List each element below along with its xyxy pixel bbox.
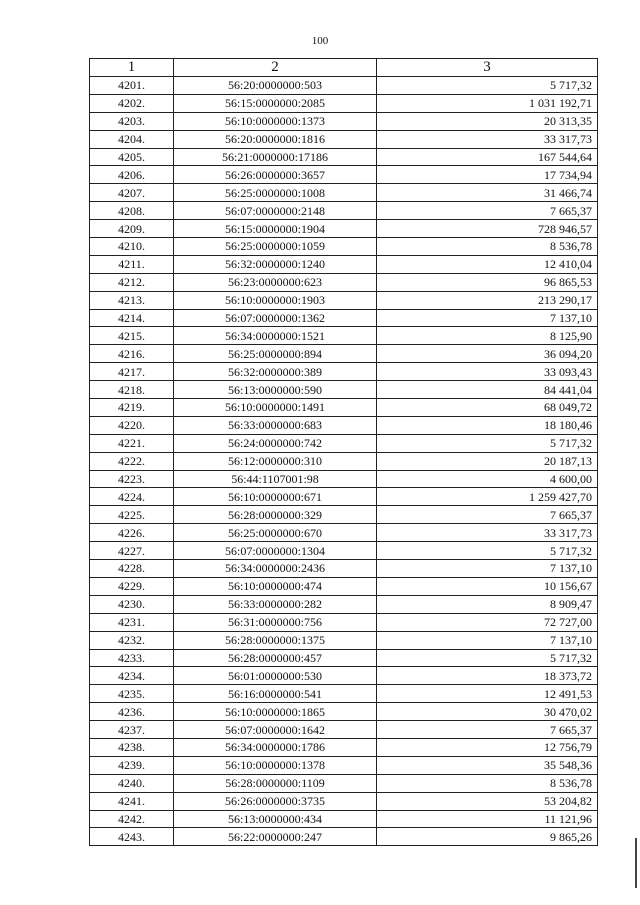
page-number: 100 xyxy=(311,35,329,47)
cadastral-number-cell: 56:32:0000000:1240 xyxy=(174,255,377,273)
table-row xyxy=(90,631,598,649)
row-number-cell: 4238. xyxy=(90,738,174,756)
table-row xyxy=(90,488,598,506)
value-cell: 9 865,26 xyxy=(377,828,598,846)
value-cell: 12 491,53 xyxy=(377,685,598,703)
table-row xyxy=(90,399,598,417)
value-cell: 4 600,00 xyxy=(377,470,598,488)
value-cell: 5 717,32 xyxy=(377,542,598,560)
cadastral-number-cell: 56:10:0000000:671 xyxy=(174,488,377,506)
cadastral-number-cell: 56:44:1107001:98 xyxy=(174,470,377,488)
row-number-cell: 4227. xyxy=(90,542,174,560)
cadastral-number-cell: 56:28:0000000:329 xyxy=(174,506,377,524)
value-cell: 31 466,74 xyxy=(377,184,598,202)
cadastral-number-cell: 56:28:0000000:1109 xyxy=(174,774,377,792)
table-row xyxy=(90,345,598,363)
cadastral-number-cell: 56:31:0000000:756 xyxy=(174,613,377,631)
cadastral-number-cell: 56:34:0000000:1521 xyxy=(174,327,377,345)
row-number-cell: 4228. xyxy=(90,560,174,578)
cadastral-number-cell: 56:33:0000000:683 xyxy=(174,416,377,434)
row-number-cell: 4237. xyxy=(90,721,174,739)
value-cell: 8 909,47 xyxy=(377,595,598,613)
cadastral-number-cell: 56:25:0000000:894 xyxy=(174,345,377,363)
column-header-number: 1 xyxy=(90,59,174,77)
row-number-cell: 4211. xyxy=(90,255,174,273)
row-number-cell: 4206. xyxy=(90,166,174,184)
table-row xyxy=(90,703,598,721)
table-row xyxy=(90,238,598,256)
cadastral-number-cell: 56:28:0000000:457 xyxy=(174,649,377,667)
value-cell: 18 373,72 xyxy=(377,667,598,685)
row-number-cell: 4232. xyxy=(90,631,174,649)
row-number-cell: 4230. xyxy=(90,595,174,613)
row-number-cell: 4243. xyxy=(90,828,174,846)
cadastral-number-cell: 56:07:0000000:1304 xyxy=(174,542,377,560)
row-number-cell: 4210. xyxy=(90,238,174,256)
table-row xyxy=(90,542,598,560)
row-number-cell: 4201. xyxy=(90,77,174,95)
cadastral-number-cell: 56:13:0000000:434 xyxy=(174,810,377,828)
row-number-cell: 4204. xyxy=(90,130,174,148)
row-number-cell: 4231. xyxy=(90,613,174,631)
value-cell: 68 049,72 xyxy=(377,399,598,417)
value-cell: 10 156,67 xyxy=(377,577,598,595)
row-number-cell: 4229. xyxy=(90,577,174,595)
value-cell: 72 727,00 xyxy=(377,613,598,631)
value-cell: 7 665,37 xyxy=(377,202,598,220)
cadastral-number-cell: 56:32:0000000:389 xyxy=(174,363,377,381)
table-row xyxy=(90,774,598,792)
table-row xyxy=(90,220,598,238)
row-number-cell: 4217. xyxy=(90,363,174,381)
value-cell: 167 544,64 xyxy=(377,148,598,166)
value-cell: 5 717,32 xyxy=(377,77,598,95)
table-row xyxy=(90,77,598,95)
row-number-cell: 4239. xyxy=(90,756,174,774)
value-cell: 7 137,10 xyxy=(377,631,598,649)
cadastral-number-cell: 56:07:0000000:1362 xyxy=(174,309,377,327)
cadastral-number-cell: 56:10:0000000:1865 xyxy=(174,703,377,721)
table-row xyxy=(90,381,598,399)
cadastral-number-cell: 56:24:0000000:742 xyxy=(174,434,377,452)
row-number-cell: 4223. xyxy=(90,470,174,488)
cadastral-number-cell: 56:10:0000000:474 xyxy=(174,577,377,595)
row-number-cell: 4242. xyxy=(90,810,174,828)
row-number-cell: 4222. xyxy=(90,452,174,470)
row-number-cell: 4215. xyxy=(90,327,174,345)
row-number-cell: 4234. xyxy=(90,667,174,685)
row-number-cell: 4240. xyxy=(90,774,174,792)
cadastral-number-cell: 56:16:0000000:541 xyxy=(174,685,377,703)
cadastral-number-cell: 56:15:0000000:2085 xyxy=(174,94,377,112)
value-cell: 30 470,02 xyxy=(377,703,598,721)
value-cell: 17 734,94 xyxy=(377,166,598,184)
cadastral-number-cell: 56:25:0000000:1008 xyxy=(174,184,377,202)
cadastral-number-cell: 56:25:0000000:1059 xyxy=(174,238,377,256)
cadastral-number-cell: 56:10:0000000:1491 xyxy=(174,399,377,417)
table-row xyxy=(90,273,598,291)
table-row xyxy=(90,721,598,739)
row-number-cell: 4205. xyxy=(90,148,174,166)
row-number-cell: 4221. xyxy=(90,434,174,452)
value-cell: 33 317,73 xyxy=(377,524,598,542)
value-cell: 20 187,13 xyxy=(377,452,598,470)
row-number-cell: 4218. xyxy=(90,381,174,399)
table-row xyxy=(90,577,598,595)
cadastral-number-cell: 56:26:0000000:3657 xyxy=(174,166,377,184)
value-cell: 18 180,46 xyxy=(377,416,598,434)
table-row xyxy=(90,327,598,345)
value-cell: 12 410,04 xyxy=(377,255,598,273)
row-number-cell: 4224. xyxy=(90,488,174,506)
value-cell: 7 137,10 xyxy=(377,560,598,578)
cadastral-number-cell: 56:34:0000000:2436 xyxy=(174,560,377,578)
row-number-cell: 4203. xyxy=(90,112,174,130)
table-row xyxy=(90,112,598,130)
table-row xyxy=(90,470,598,488)
table-row xyxy=(90,94,598,112)
value-cell: 33 317,73 xyxy=(377,130,598,148)
cadastral-number-cell: 56:01:0000000:530 xyxy=(174,667,377,685)
cadastral-number-cell: 56:22:0000000:247 xyxy=(174,828,377,846)
table-row xyxy=(90,738,598,756)
value-cell: 7 665,37 xyxy=(377,721,598,739)
table-row xyxy=(90,649,598,667)
cadastral-number-cell: 56:07:0000000:1642 xyxy=(174,721,377,739)
value-cell: 8 125,90 xyxy=(377,327,598,345)
table-row xyxy=(90,524,598,542)
row-number-cell: 4226. xyxy=(90,524,174,542)
value-cell: 8 536,78 xyxy=(377,774,598,792)
cadastral-number-cell: 56:26:0000000:3735 xyxy=(174,792,377,810)
table-row xyxy=(90,828,598,846)
page-edge-mark xyxy=(635,838,637,888)
table-row xyxy=(90,595,598,613)
cadastral-number-cell: 56:20:0000000:1816 xyxy=(174,130,377,148)
value-cell: 1 259 427,70 xyxy=(377,488,598,506)
cadastral-table xyxy=(89,58,598,846)
table-row xyxy=(90,309,598,327)
value-cell: 96 865,53 xyxy=(377,273,598,291)
table-header-row xyxy=(90,59,598,77)
row-number-cell: 4216. xyxy=(90,345,174,363)
row-number-cell: 4213. xyxy=(90,291,174,309)
cadastral-number-cell: 56:33:0000000:282 xyxy=(174,595,377,613)
table-row xyxy=(90,810,598,828)
value-cell: 7 665,37 xyxy=(377,506,598,524)
column-header-cadastral-number: 2 xyxy=(174,59,377,77)
row-number-cell: 4214. xyxy=(90,309,174,327)
cadastral-number-cell: 56:25:0000000:670 xyxy=(174,524,377,542)
value-cell: 84 441,04 xyxy=(377,381,598,399)
table-row xyxy=(90,756,598,774)
table-row xyxy=(90,148,598,166)
cadastral-number-cell: 56:28:0000000:1375 xyxy=(174,631,377,649)
row-number-cell: 4209. xyxy=(90,220,174,238)
value-cell: 35 548,36 xyxy=(377,756,598,774)
value-cell: 12 756,79 xyxy=(377,738,598,756)
value-cell: 36 094,20 xyxy=(377,345,598,363)
value-cell: 8 536,78 xyxy=(377,238,598,256)
value-cell: 11 121,96 xyxy=(377,810,598,828)
cadastral-number-cell: 56:13:0000000:590 xyxy=(174,381,377,399)
table-row xyxy=(90,506,598,524)
value-cell: 33 093,43 xyxy=(377,363,598,381)
cadastral-number-cell: 56:10:0000000:1373 xyxy=(174,112,377,130)
table-row xyxy=(90,130,598,148)
table-row xyxy=(90,434,598,452)
table-row xyxy=(90,255,598,273)
row-number-cell: 4207. xyxy=(90,184,174,202)
row-number-cell: 4241. xyxy=(90,792,174,810)
table-row xyxy=(90,667,598,685)
table-row xyxy=(90,416,598,434)
value-cell: 1 031 192,71 xyxy=(377,94,598,112)
cadastral-number-cell: 56:12:0000000:310 xyxy=(174,452,377,470)
value-cell: 213 290,17 xyxy=(377,291,598,309)
table-row xyxy=(90,452,598,470)
cadastral-number-cell: 56:20:0000000:503 xyxy=(174,77,377,95)
table-row xyxy=(90,685,598,703)
table-row xyxy=(90,613,598,631)
row-number-cell: 4236. xyxy=(90,703,174,721)
table-row xyxy=(90,166,598,184)
row-number-cell: 4208. xyxy=(90,202,174,220)
table-row xyxy=(90,202,598,220)
row-number-cell: 4235. xyxy=(90,685,174,703)
column-header-value: 3 xyxy=(377,59,598,77)
table-row xyxy=(90,363,598,381)
table-row xyxy=(90,792,598,810)
row-number-cell: 4202. xyxy=(90,94,174,112)
value-cell: 5 717,32 xyxy=(377,649,598,667)
table-row xyxy=(90,184,598,202)
cadastral-number-cell: 56:21:0000000:17186 xyxy=(174,148,377,166)
value-cell: 728 946,57 xyxy=(377,220,598,238)
row-number-cell: 4220. xyxy=(90,416,174,434)
cadastral-number-cell: 56:23:0000000:623 xyxy=(174,273,377,291)
value-cell: 53 204,82 xyxy=(377,792,598,810)
cadastral-number-cell: 56:34:0000000:1786 xyxy=(174,738,377,756)
row-number-cell: 4219. xyxy=(90,399,174,417)
cadastral-number-cell: 56:15:0000000:1904 xyxy=(174,220,377,238)
table-body xyxy=(90,77,598,846)
cadastral-number-cell: 56:10:0000000:1903 xyxy=(174,291,377,309)
value-cell: 7 137,10 xyxy=(377,309,598,327)
row-number-cell: 4212. xyxy=(90,273,174,291)
table-row xyxy=(90,291,598,309)
value-cell: 20 313,35 xyxy=(377,112,598,130)
row-number-cell: 4233. xyxy=(90,649,174,667)
value-cell: 5 717,32 xyxy=(377,434,598,452)
cadastral-number-cell: 56:07:0000000:2148 xyxy=(174,202,377,220)
cadastral-number-cell: 56:10:0000000:1378 xyxy=(174,756,377,774)
row-number-cell: 4225. xyxy=(90,506,174,524)
table-row xyxy=(90,560,598,578)
